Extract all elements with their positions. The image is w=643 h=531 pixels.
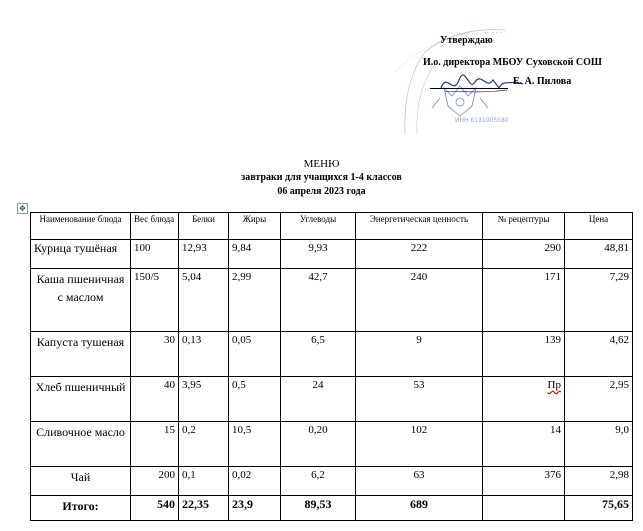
dish-recipe: 139 [483, 332, 565, 377]
dish-carbs: 0,20 [281, 422, 356, 467]
menu-table [30, 212, 633, 521]
column-header: Цена [565, 213, 633, 240]
total-carbs: 89,53 [281, 496, 356, 521]
dish-protein: 12,93 [179, 240, 229, 269]
dish-fat: 0,02 [229, 467, 281, 496]
table-row [31, 240, 633, 269]
table-row [31, 332, 633, 377]
dish-carbs: 42,7 [281, 269, 356, 332]
dish-price: 7,29 [565, 269, 633, 332]
dish-name: Хлеб пшеничный [31, 377, 131, 422]
dish-energy: 63 [356, 467, 483, 496]
dish-price: 48,81 [565, 240, 633, 269]
dish-carbs: 6,5 [281, 332, 356, 377]
dish-weight: 15 [131, 422, 179, 467]
column-header: Белки [179, 213, 229, 240]
column-header: Жиры [229, 213, 281, 240]
dish-protein: 0,2 [179, 422, 229, 467]
dish-recipe: Пр [547, 379, 561, 391]
move-icon[interactable]: ✥ [17, 203, 28, 214]
column-header: № рецептуры [483, 213, 565, 240]
dish-protein: 0,13 [179, 332, 229, 377]
svg-text:ИНН 6131005580: ИНН 6131005580 [455, 117, 509, 124]
dish-carbs: 9,93 [281, 240, 356, 269]
total-label: Итого: [31, 496, 131, 521]
dish-name: Капуста тушеная [31, 332, 131, 377]
director-name: Е. А. Пилова [513, 76, 572, 87]
total-price: 75,65 [565, 496, 633, 521]
dish-fat: 9,84 [229, 240, 281, 269]
table-header-row [31, 213, 633, 240]
dish-weight: 100 [131, 240, 179, 269]
total-fat: 23,9 [229, 496, 281, 521]
dish-protein: 0,1 [179, 467, 229, 496]
approval-block [395, 22, 635, 140]
dish-recipe: 290 [483, 240, 565, 269]
total-protein: 22,35 [179, 496, 229, 521]
dish-energy: 9 [356, 332, 483, 377]
dish-energy: 53 [356, 377, 483, 422]
dish-recipe: 14 [483, 422, 565, 467]
table-row [31, 269, 633, 332]
approve-label: Утверждаю [440, 35, 493, 46]
dish-protein: 5,04 [179, 269, 229, 332]
dish-name: Сливочное масло [31, 422, 131, 467]
dish-name: Каша пшеничная с маслом [31, 269, 131, 332]
table-row [31, 422, 633, 467]
dish-fat: 2,99 [229, 269, 281, 332]
dish-fat: 10,5 [229, 422, 281, 467]
dish-recipe: 376 [483, 467, 565, 496]
total-energy: 689 [356, 496, 483, 521]
dish-price: 2,98 [565, 467, 633, 496]
dish-weight: 40 [131, 377, 179, 422]
column-header: Углеводы [281, 213, 356, 240]
signature-line [430, 88, 508, 89]
dish-protein: 3,95 [179, 377, 229, 422]
dish-energy: 240 [356, 269, 483, 332]
total-row [31, 496, 633, 521]
menu-title: МЕНЮ [303, 158, 340, 170]
menu-subtitle: завтраки для учащихся 1-4 классов [241, 172, 402, 183]
dish-energy: 222 [356, 240, 483, 269]
dish-name: Чай [31, 467, 131, 496]
dish-recipe: 171 [483, 269, 565, 332]
dish-weight: 150/5 [131, 269, 179, 332]
dish-energy: 102 [356, 422, 483, 467]
column-header: Энергетическая ценность [356, 213, 483, 240]
dish-fat: 0,5 [229, 377, 281, 422]
column-header: Вес блюда [131, 213, 179, 240]
column-header: Наименование блюда [31, 213, 131, 240]
dish-fat: 0,05 [229, 332, 281, 377]
total-weight: 540 [131, 496, 179, 521]
dish-price: 4,62 [565, 332, 633, 377]
dish-weight: 200 [131, 467, 179, 496]
dish-price: 9,0 [565, 422, 633, 467]
dish-carbs: 6,2 [281, 467, 356, 496]
dish-price: 2,95 [565, 377, 633, 422]
total-recipe [483, 496, 565, 521]
table-row [31, 467, 633, 496]
dish-weight: 30 [131, 332, 179, 377]
dish-name: Курица тушёная [31, 240, 131, 269]
menu-date: 06 апреля 2023 года [277, 186, 366, 197]
dish-carbs: 24 [281, 377, 356, 422]
table-row [31, 377, 633, 422]
director-position: И.о. директора МБОУ Суховской СОШ [423, 57, 602, 68]
